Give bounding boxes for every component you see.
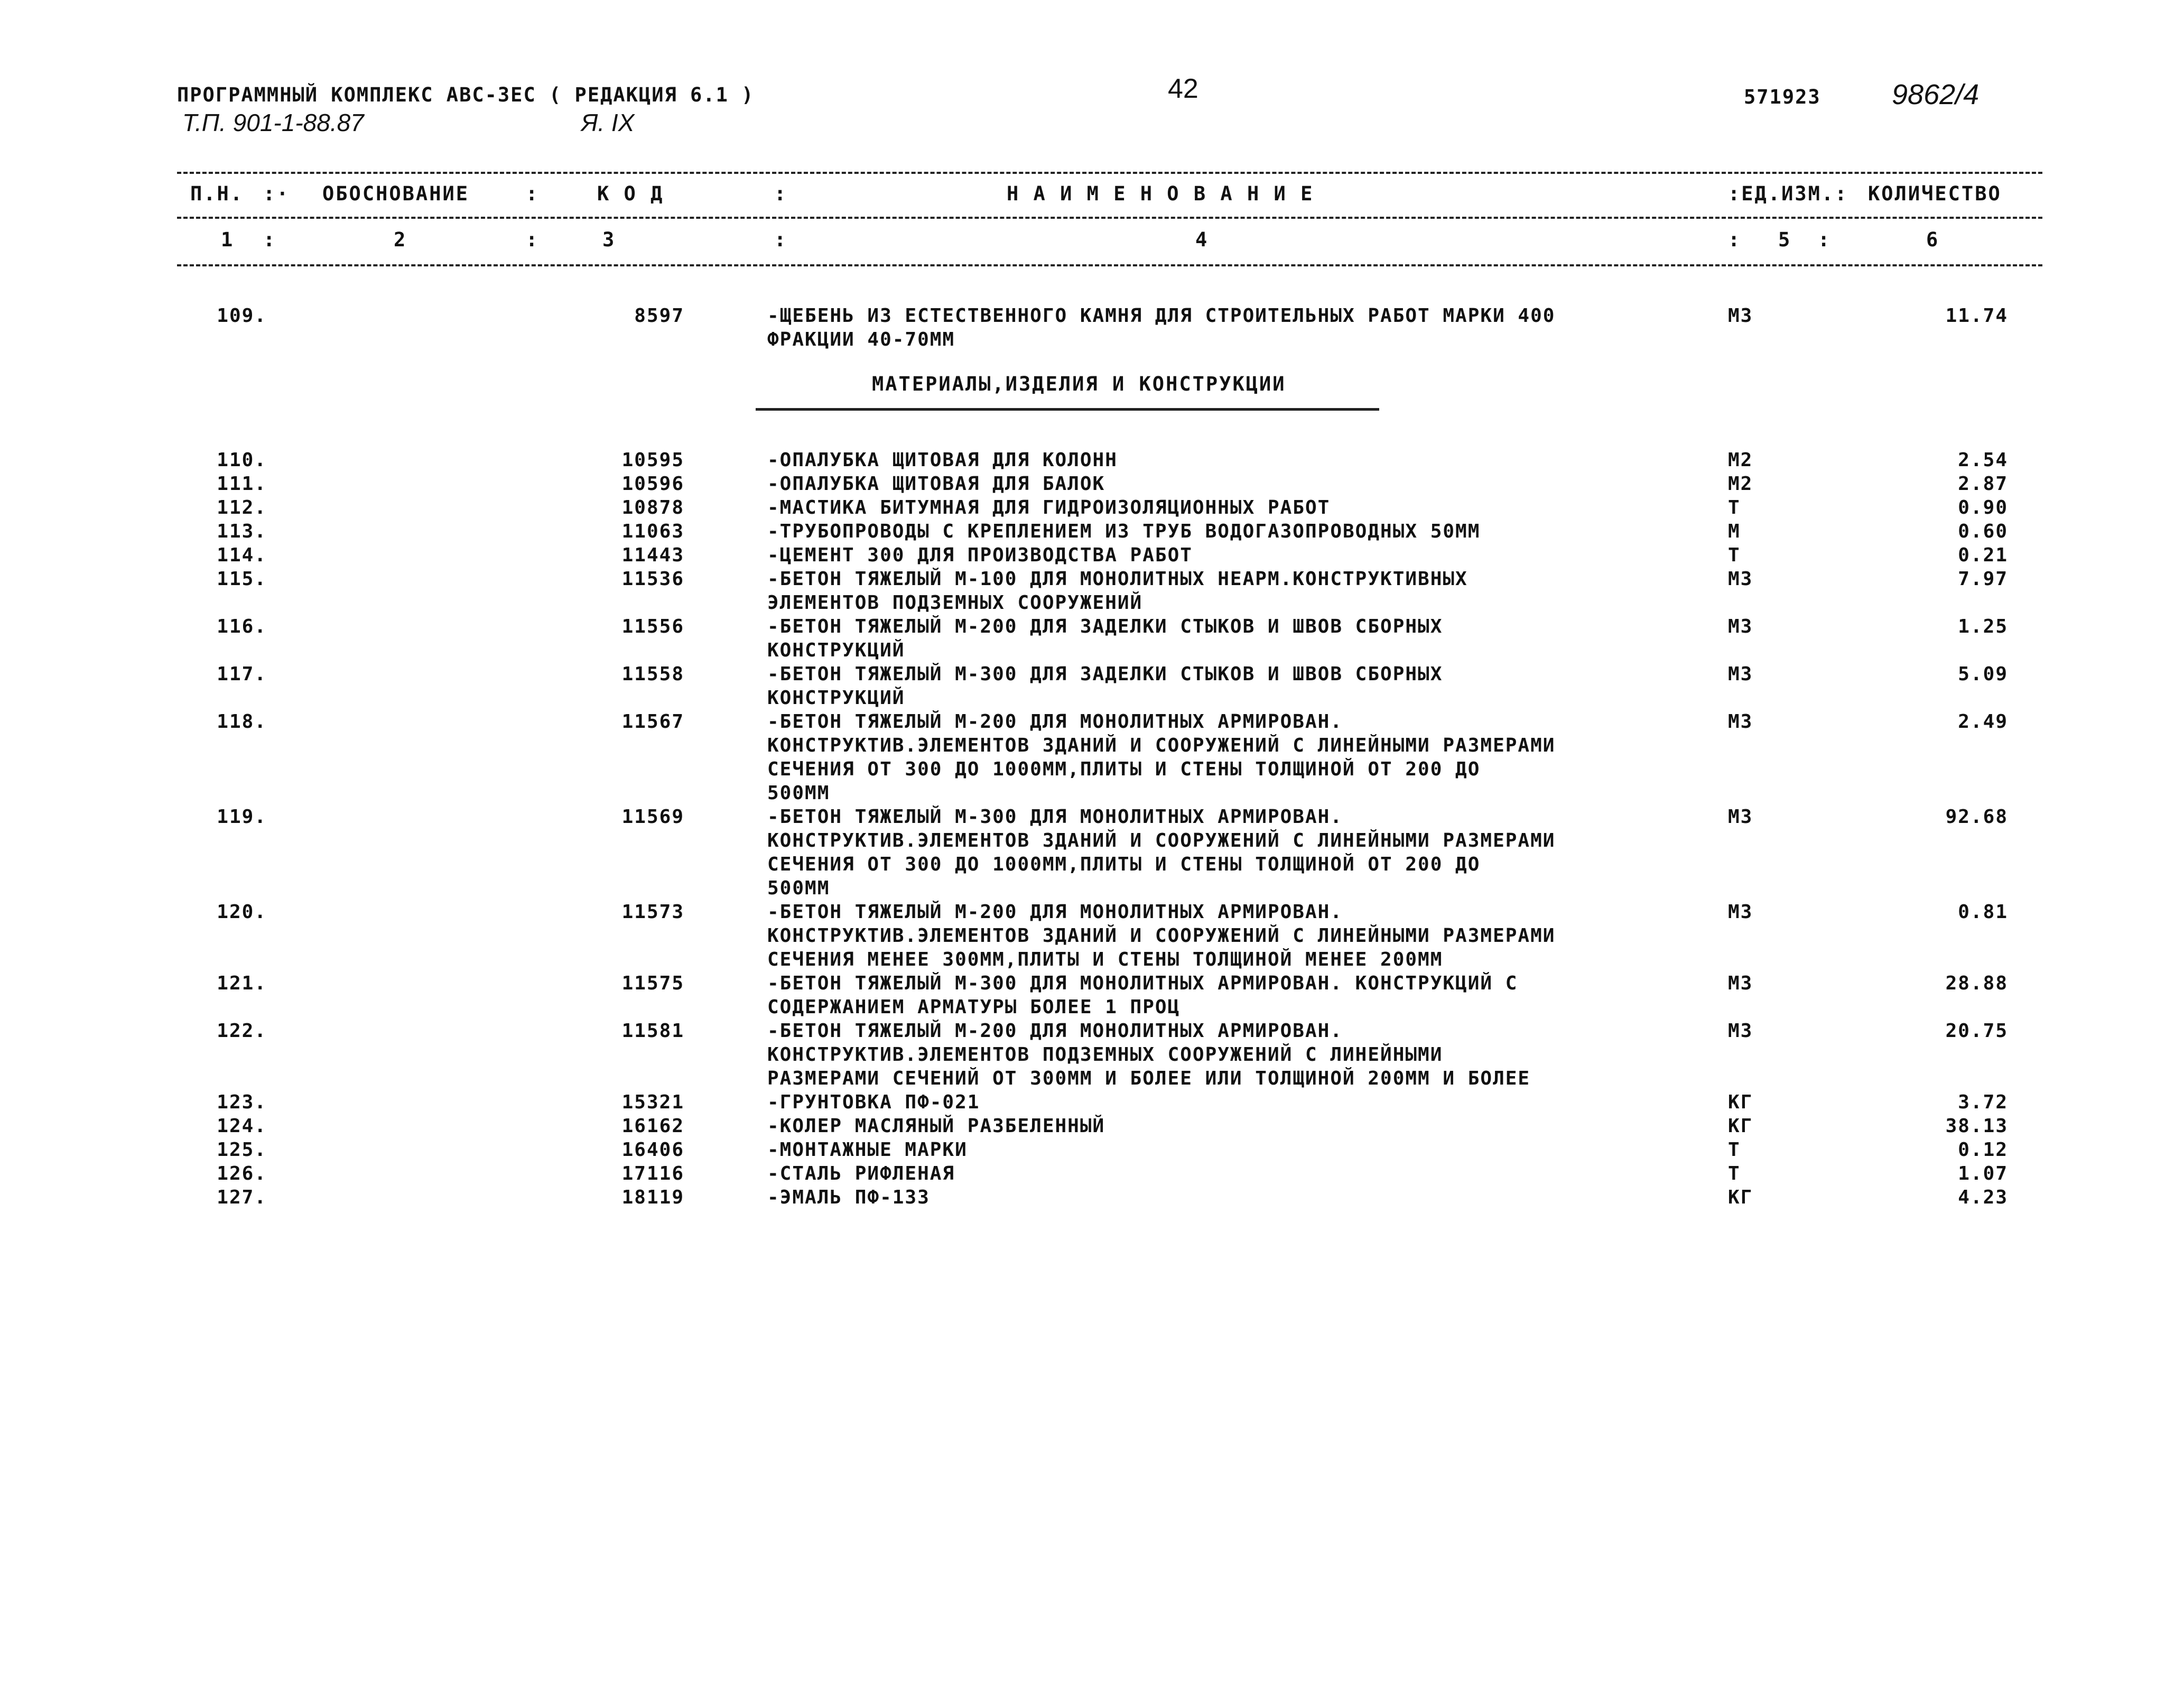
row-code: 18119 bbox=[621, 1187, 684, 1208]
row-code: 11536 bbox=[621, 568, 684, 590]
row-name-line: КОНСТРУКЦИЙ bbox=[767, 687, 905, 709]
row-name-line: КОНСТРУКЦИЙ bbox=[767, 640, 905, 661]
row-unit: М3 bbox=[1728, 973, 1753, 994]
row-code: 11569 bbox=[621, 806, 684, 828]
row-code: 15321 bbox=[621, 1091, 684, 1113]
row-code: 11573 bbox=[621, 901, 684, 923]
row-quantity: 0.21 bbox=[1958, 544, 2008, 566]
row-unit: Т bbox=[1728, 1163, 1741, 1184]
row-unit: Т bbox=[1728, 1139, 1741, 1161]
row-unit: КГ bbox=[1728, 1091, 1753, 1113]
row-name-line: ЭЛЕМЕНТОВ ПОДЗЕМНЫХ СООРУЖЕНИЙ bbox=[767, 592, 1143, 614]
doc-code: 571923 bbox=[1744, 86, 1821, 108]
col-sep: : bbox=[263, 228, 277, 251]
row-unit: М3 bbox=[1728, 711, 1753, 733]
col-sep: : bbox=[526, 182, 540, 205]
row-name-line: СЕЧЕНИЯ ОТ 300 ДО 1000ММ,ПЛИТЫ И СТЕНЫ ТОЛЩИНОЙ ОТ 200 ДО bbox=[767, 854, 1481, 875]
row-quantity: 92.68 bbox=[1945, 806, 2008, 828]
row-unit: М3 bbox=[1728, 806, 1753, 828]
section-title: МАТЕРИАЛЫ,ИЗДЕЛИЯ И КОНСТРУКЦИИ bbox=[872, 373, 1286, 395]
row-number: 122. bbox=[217, 1020, 267, 1042]
row-unit: КГ bbox=[1728, 1115, 1753, 1137]
sheet-reference: 9862/4 bbox=[1892, 79, 1979, 110]
col-sep: : bbox=[526, 228, 540, 251]
col-sep: :· bbox=[263, 182, 290, 205]
row-name-line: -БЕТОН ТЯЖЕЛЫЙ М-200 ДЛЯ МОНОЛИТНЫХ АРМИРОВАН. bbox=[767, 711, 1343, 733]
header-top-rule bbox=[177, 172, 2042, 174]
row-code: 16162 bbox=[621, 1115, 684, 1137]
row-name-line: -КОЛЕР МАСЛЯНЫЙ РАЗБЕЛЕННЫЙ bbox=[767, 1115, 1105, 1137]
program-title: ПРОГРАММНЫЙ КОМПЛЕКС АВС-3ЕС ( РЕДАКЦИЯ 6.1 ) bbox=[177, 84, 755, 106]
row-code: 11443 bbox=[621, 544, 684, 566]
row-name-line: -БЕТОН ТЯЖЕЛЫЙ М-200 ДЛЯ МОНОЛИТНЫХ АРМИРОВАН. bbox=[767, 901, 1343, 923]
row-quantity: 3.72 bbox=[1958, 1091, 2008, 1113]
row-name-line: КОНСТРУКТИВ.ЭЛЕМЕНТОВ ПОДЗЕМНЫХ СООРУЖЕНИЙ С ЛИНЕЙНЫМИ bbox=[767, 1044, 1443, 1066]
col-qty: КОЛИЧЕСТВО bbox=[1868, 182, 2002, 205]
row-code: 11575 bbox=[621, 973, 684, 994]
row-number: 119. bbox=[217, 806, 267, 828]
col-num-6: 6 bbox=[1926, 228, 1940, 251]
col-sep: : bbox=[774, 228, 788, 251]
row-number: 113. bbox=[217, 521, 267, 542]
row-name-line: РАЗМЕРАМИ СЕЧЕНИЙ ОТ 300ММ И БОЛЕЕ ИЛИ ТОЛЩИНОЙ 200ММ И БОЛЕЕ bbox=[767, 1068, 1531, 1089]
row-quantity: 0.81 bbox=[1958, 901, 2008, 923]
row-name-line: КОНСТРУКТИВ.ЭЛЕМЕНТОВ ЗДАНИЙ И СООРУЖЕНИЙ С ЛИНЕЙНЫМИ РАЗМЕРАМИ bbox=[767, 830, 1556, 851]
row-quantity: 1.25 bbox=[1958, 616, 2008, 637]
row-code: 11558 bbox=[621, 663, 684, 685]
row-name-line: -МАСТИКА БИТУМНАЯ ДЛЯ ГИДРОИЗОЛЯЦИОННЫХ РАБОТ bbox=[767, 497, 1331, 519]
row-number: 127. bbox=[217, 1187, 267, 1208]
row-name-line: -ОПАЛУБКА ЩИТОВАЯ ДЛЯ БАЛОК bbox=[767, 473, 1105, 495]
row-number: 109. bbox=[217, 305, 267, 327]
row-number: 116. bbox=[217, 616, 267, 637]
row-unit: М3 bbox=[1728, 305, 1753, 327]
row-unit: Т bbox=[1728, 544, 1741, 566]
col-name: Н А И М Е Н О В А Н И Е bbox=[1007, 182, 1314, 205]
col-num-5: 5 bbox=[1778, 228, 1792, 251]
row-code: 17116 bbox=[621, 1163, 684, 1184]
row-name-line: -БЕТОН ТЯЖЕЛЫЙ М-300 ДЛЯ ЗАДЕЛКИ СТЫКОВ И ШВОВ СБОРНЫХ bbox=[767, 663, 1443, 685]
row-quantity: 2.49 bbox=[1958, 711, 2008, 733]
row-name-line: СЕЧЕНИЯ ОТ 300 ДО 1000ММ,ПЛИТЫ И СТЕНЫ ТОЛЩИНОЙ ОТ 200 ДО bbox=[767, 758, 1481, 780]
row-name-line: СОДЕРЖАНИЕМ АРМАТУРЫ БОЛЕЕ 1 ПРОЦ bbox=[767, 996, 1181, 1018]
row-number: 125. bbox=[217, 1139, 267, 1161]
row-quantity: 2.54 bbox=[1958, 449, 2008, 471]
row-unit: М bbox=[1728, 521, 1741, 542]
row-number: 112. bbox=[217, 497, 267, 519]
col-pn: П.Н. bbox=[190, 182, 244, 205]
row-code: 16406 bbox=[621, 1139, 684, 1161]
row-number: 110. bbox=[217, 449, 267, 471]
col-sep: : bbox=[1728, 228, 1742, 251]
row-name-line: -ЭМАЛЬ ПФ-133 bbox=[767, 1187, 930, 1208]
row-code: 11567 bbox=[621, 711, 684, 733]
row-number: 126. bbox=[217, 1163, 267, 1184]
row-code: 8597 bbox=[634, 305, 684, 327]
row-quantity: 1.07 bbox=[1958, 1163, 2008, 1184]
row-name-line: -БЕТОН ТЯЖЕЛЫЙ М-300 ДЛЯ МОНОЛИТНЫХ АРМИРОВАН. КОНСТРУКЦИЙ С bbox=[767, 973, 1518, 994]
row-number: 111. bbox=[217, 473, 267, 495]
row-name-line: СЕЧЕНИЯ МЕНЕЕ 300ММ,ПЛИТЫ И СТЕНЫ ТОЛЩИНОЙ МЕНЕЕ 200ММ bbox=[767, 949, 1443, 970]
row-name-line: -ЩЕБЕНЬ ИЗ ЕСТЕСТВЕННОГО КАМНЯ ДЛЯ СТРОИТЕЛЬНЫХ РАБОТ МАРКИ 400 bbox=[767, 305, 1556, 327]
row-code: 11581 bbox=[621, 1020, 684, 1042]
row-unit: М3 bbox=[1728, 663, 1753, 685]
col-num-2: 2 bbox=[394, 228, 407, 251]
header-bottom-rule bbox=[177, 264, 2042, 266]
col-code: К О Д bbox=[597, 182, 664, 205]
row-name-line: -МОНТАЖНЫЕ МАРКИ bbox=[767, 1139, 968, 1161]
tp-reference: Т.П. 901-1-88.87 bbox=[182, 109, 364, 136]
volume-reference: Я. IX bbox=[581, 109, 635, 136]
row-name-line: -БЕТОН ТЯЖЕЛЫЙ М-200 ДЛЯ ЗАДЕЛКИ СТЫКОВ И ШВОВ СБОРНЫХ bbox=[767, 616, 1443, 637]
row-code: 10596 bbox=[621, 473, 684, 495]
row-code: 11556 bbox=[621, 616, 684, 637]
row-quantity: 5.09 bbox=[1958, 663, 2008, 685]
row-quantity: 2.87 bbox=[1958, 473, 2008, 495]
row-unit: М2 bbox=[1728, 473, 1753, 495]
row-number: 121. bbox=[217, 973, 267, 994]
row-quantity: 20.75 bbox=[1945, 1020, 2008, 1042]
col-num-1: 1 bbox=[221, 228, 235, 251]
row-name-line: -ОПАЛУБКА ЩИТОВАЯ ДЛЯ КОЛОНН bbox=[767, 449, 1118, 471]
section-underline bbox=[756, 408, 1379, 411]
row-code: 10878 bbox=[621, 497, 684, 519]
row-unit: М3 bbox=[1728, 568, 1753, 590]
col-unit: :ЕД.ИЗМ.: bbox=[1728, 182, 1848, 205]
row-name-line: КОНСТРУКТИВ.ЭЛЕМЕНТОВ ЗДАНИЙ И СООРУЖЕНИЙ С ЛИНЕЙНЫМИ РАЗМЕРАМИ bbox=[767, 735, 1556, 756]
row-unit: М2 bbox=[1728, 449, 1753, 471]
row-code: 10595 bbox=[621, 449, 684, 471]
col-basis: ОБОСНОВАНИЕ bbox=[322, 182, 470, 205]
row-quantity: 38.13 bbox=[1945, 1115, 2008, 1137]
row-name-line: 500ММ bbox=[767, 782, 830, 804]
row-quantity: 28.88 bbox=[1945, 973, 2008, 994]
col-num-4: 4 bbox=[1195, 228, 1209, 251]
row-unit: М3 bbox=[1728, 1020, 1753, 1042]
row-quantity: 11.74 bbox=[1945, 305, 2008, 327]
row-name-line: -БЕТОН ТЯЖЕЛЫЙ М-200 ДЛЯ МОНОЛИТНЫХ АРМИРОВАН. bbox=[767, 1020, 1343, 1042]
row-number: 115. bbox=[217, 568, 267, 590]
row-quantity: 0.90 bbox=[1958, 497, 2008, 519]
row-number: 123. bbox=[217, 1091, 267, 1113]
row-name-line: ФРАКЦИИ 40-70ММ bbox=[767, 329, 955, 350]
row-name-line: -ЦЕМЕНТ 300 ДЛЯ ПРОИЗВОДСТВА РАБОТ bbox=[767, 544, 1193, 566]
col-sep: : bbox=[774, 182, 788, 205]
row-number: 114. bbox=[217, 544, 267, 566]
row-unit: КГ bbox=[1728, 1187, 1753, 1208]
page-number: 42 bbox=[1168, 73, 1198, 104]
row-name-line: -ГРУНТОВКА ПФ-021 bbox=[767, 1091, 980, 1113]
header-mid-rule bbox=[177, 217, 2042, 219]
row-code: 11063 bbox=[621, 521, 684, 542]
row-name-line: -СТАЛЬ РИФЛЕНАЯ bbox=[767, 1163, 955, 1184]
row-quantity: 4.23 bbox=[1958, 1187, 2008, 1208]
row-number: 118. bbox=[217, 711, 267, 733]
col-sep: : bbox=[1818, 228, 1832, 251]
row-quantity: 0.60 bbox=[1958, 521, 2008, 542]
row-name-line: КОНСТРУКТИВ.ЭЛЕМЕНТОВ ЗДАНИЙ И СООРУЖЕНИЙ С ЛИНЕЙНЫМИ РАЗМЕРАМИ bbox=[767, 925, 1556, 947]
row-quantity: 0.12 bbox=[1958, 1139, 2008, 1161]
row-number: 124. bbox=[217, 1115, 267, 1137]
row-number: 117. bbox=[217, 663, 267, 685]
row-quantity: 7.97 bbox=[1958, 568, 2008, 590]
row-name-line: -БЕТОН ТЯЖЕЛЫЙ М-300 ДЛЯ МОНОЛИТНЫХ АРМИРОВАН. bbox=[767, 806, 1343, 828]
row-name-line: -БЕТОН ТЯЖЕЛЫЙ М-100 ДЛЯ МОНОЛИТНЫХ НЕАРМ.КОНСТРУКТИВНЫХ bbox=[767, 568, 1468, 590]
row-unit: М3 bbox=[1728, 616, 1753, 637]
row-name-line: -ТРУБОПРОВОДЫ С КРЕПЛЕНИЕМ ИЗ ТРУБ ВОДОГАЗОПРОВОДНЫХ 50ММ bbox=[767, 521, 1481, 542]
row-name-line: 500ММ bbox=[767, 877, 830, 899]
row-unit: М3 bbox=[1728, 901, 1753, 923]
row-number: 120. bbox=[217, 901, 267, 923]
row-unit: Т bbox=[1728, 497, 1741, 519]
col-num-3: 3 bbox=[602, 228, 616, 251]
